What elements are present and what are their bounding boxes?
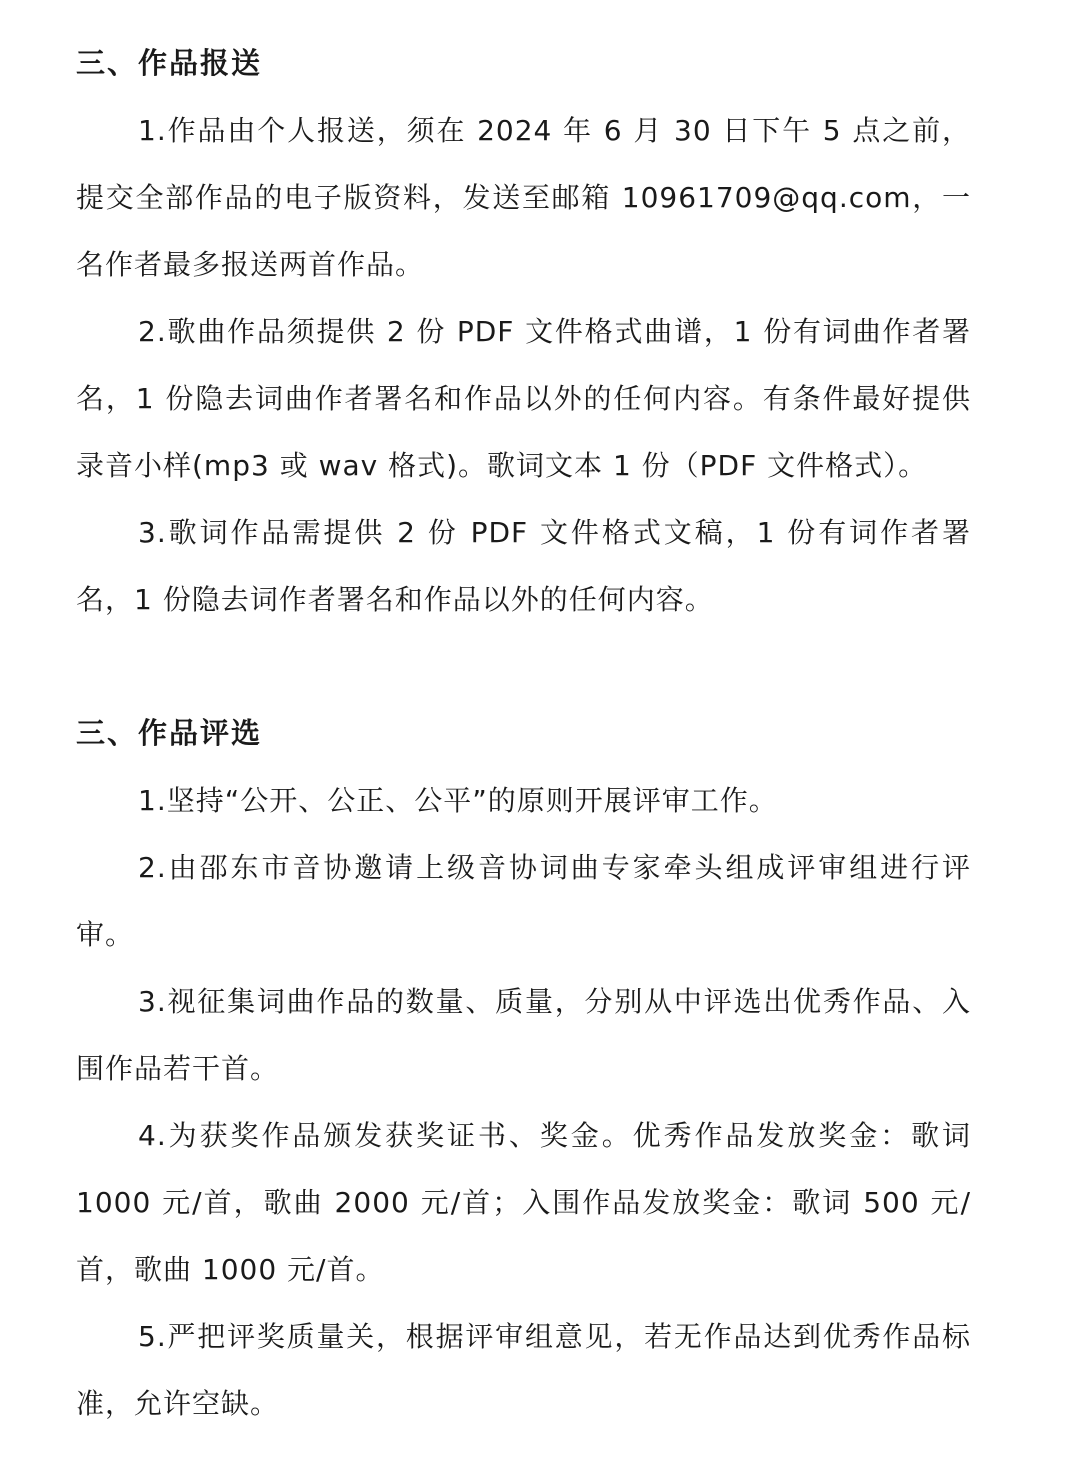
review-item-3: 3.视征集词曲作品的数量、质量，分别从中评选出优秀作品、入围作品若干首。 [76,985,971,1085]
submission-item-3: 3.歌词作品需提供 2 份 PDF 文件格式文稿，1 份有词作者署名，1 份隐去词作者署名和作品以外的任何内容。 [76,516,971,616]
review-item-1: 1.坚持“公开、公正、公平”的原则开展评审工作。 [138,784,778,817]
submission-item-2: 2.歌曲作品须提供 2 份 PDF 文件格式曲谱，1 份有词曲作者署名，1 份隐去词曲作者署名和作品以外的任何内容。有条件最好提供录音小样(mp3 或 wav 格式)。歌词文本 1 份（PDF 文件格式）。 [76,315,971,482]
submission-item-1: 1.作品由个人报送，须在 2024 年 6 月 30 日下午 5 点之前，提交全部作品的电子版资料，发送至邮箱 10961709@qq.com，一名作者最多报送两首作品。 [76,114,971,281]
section-spacer [76,633,971,700]
review-item-5: 5.严把评奖质量关，根据评审组意见，若无作品达到优秀作品标准，允许空缺。 [76,1320,971,1420]
section-heading-submission: 三、作品报送 [76,46,263,80]
review-item-2: 2.由邵东市音协邀请上级音协词曲专家牵头组成评审组进行评审。 [76,851,971,951]
review-item-4: 4.为获奖作品颁发获奖证书、奖金。优秀作品发放奖金：歌词 1000 元/首，歌曲 2000 元/首；入围作品发放奖金：歌词 500 元/首，歌曲 1000 元/首。 [76,1119,971,1286]
section-heading-review: 三、作品评选 [76,716,263,750]
